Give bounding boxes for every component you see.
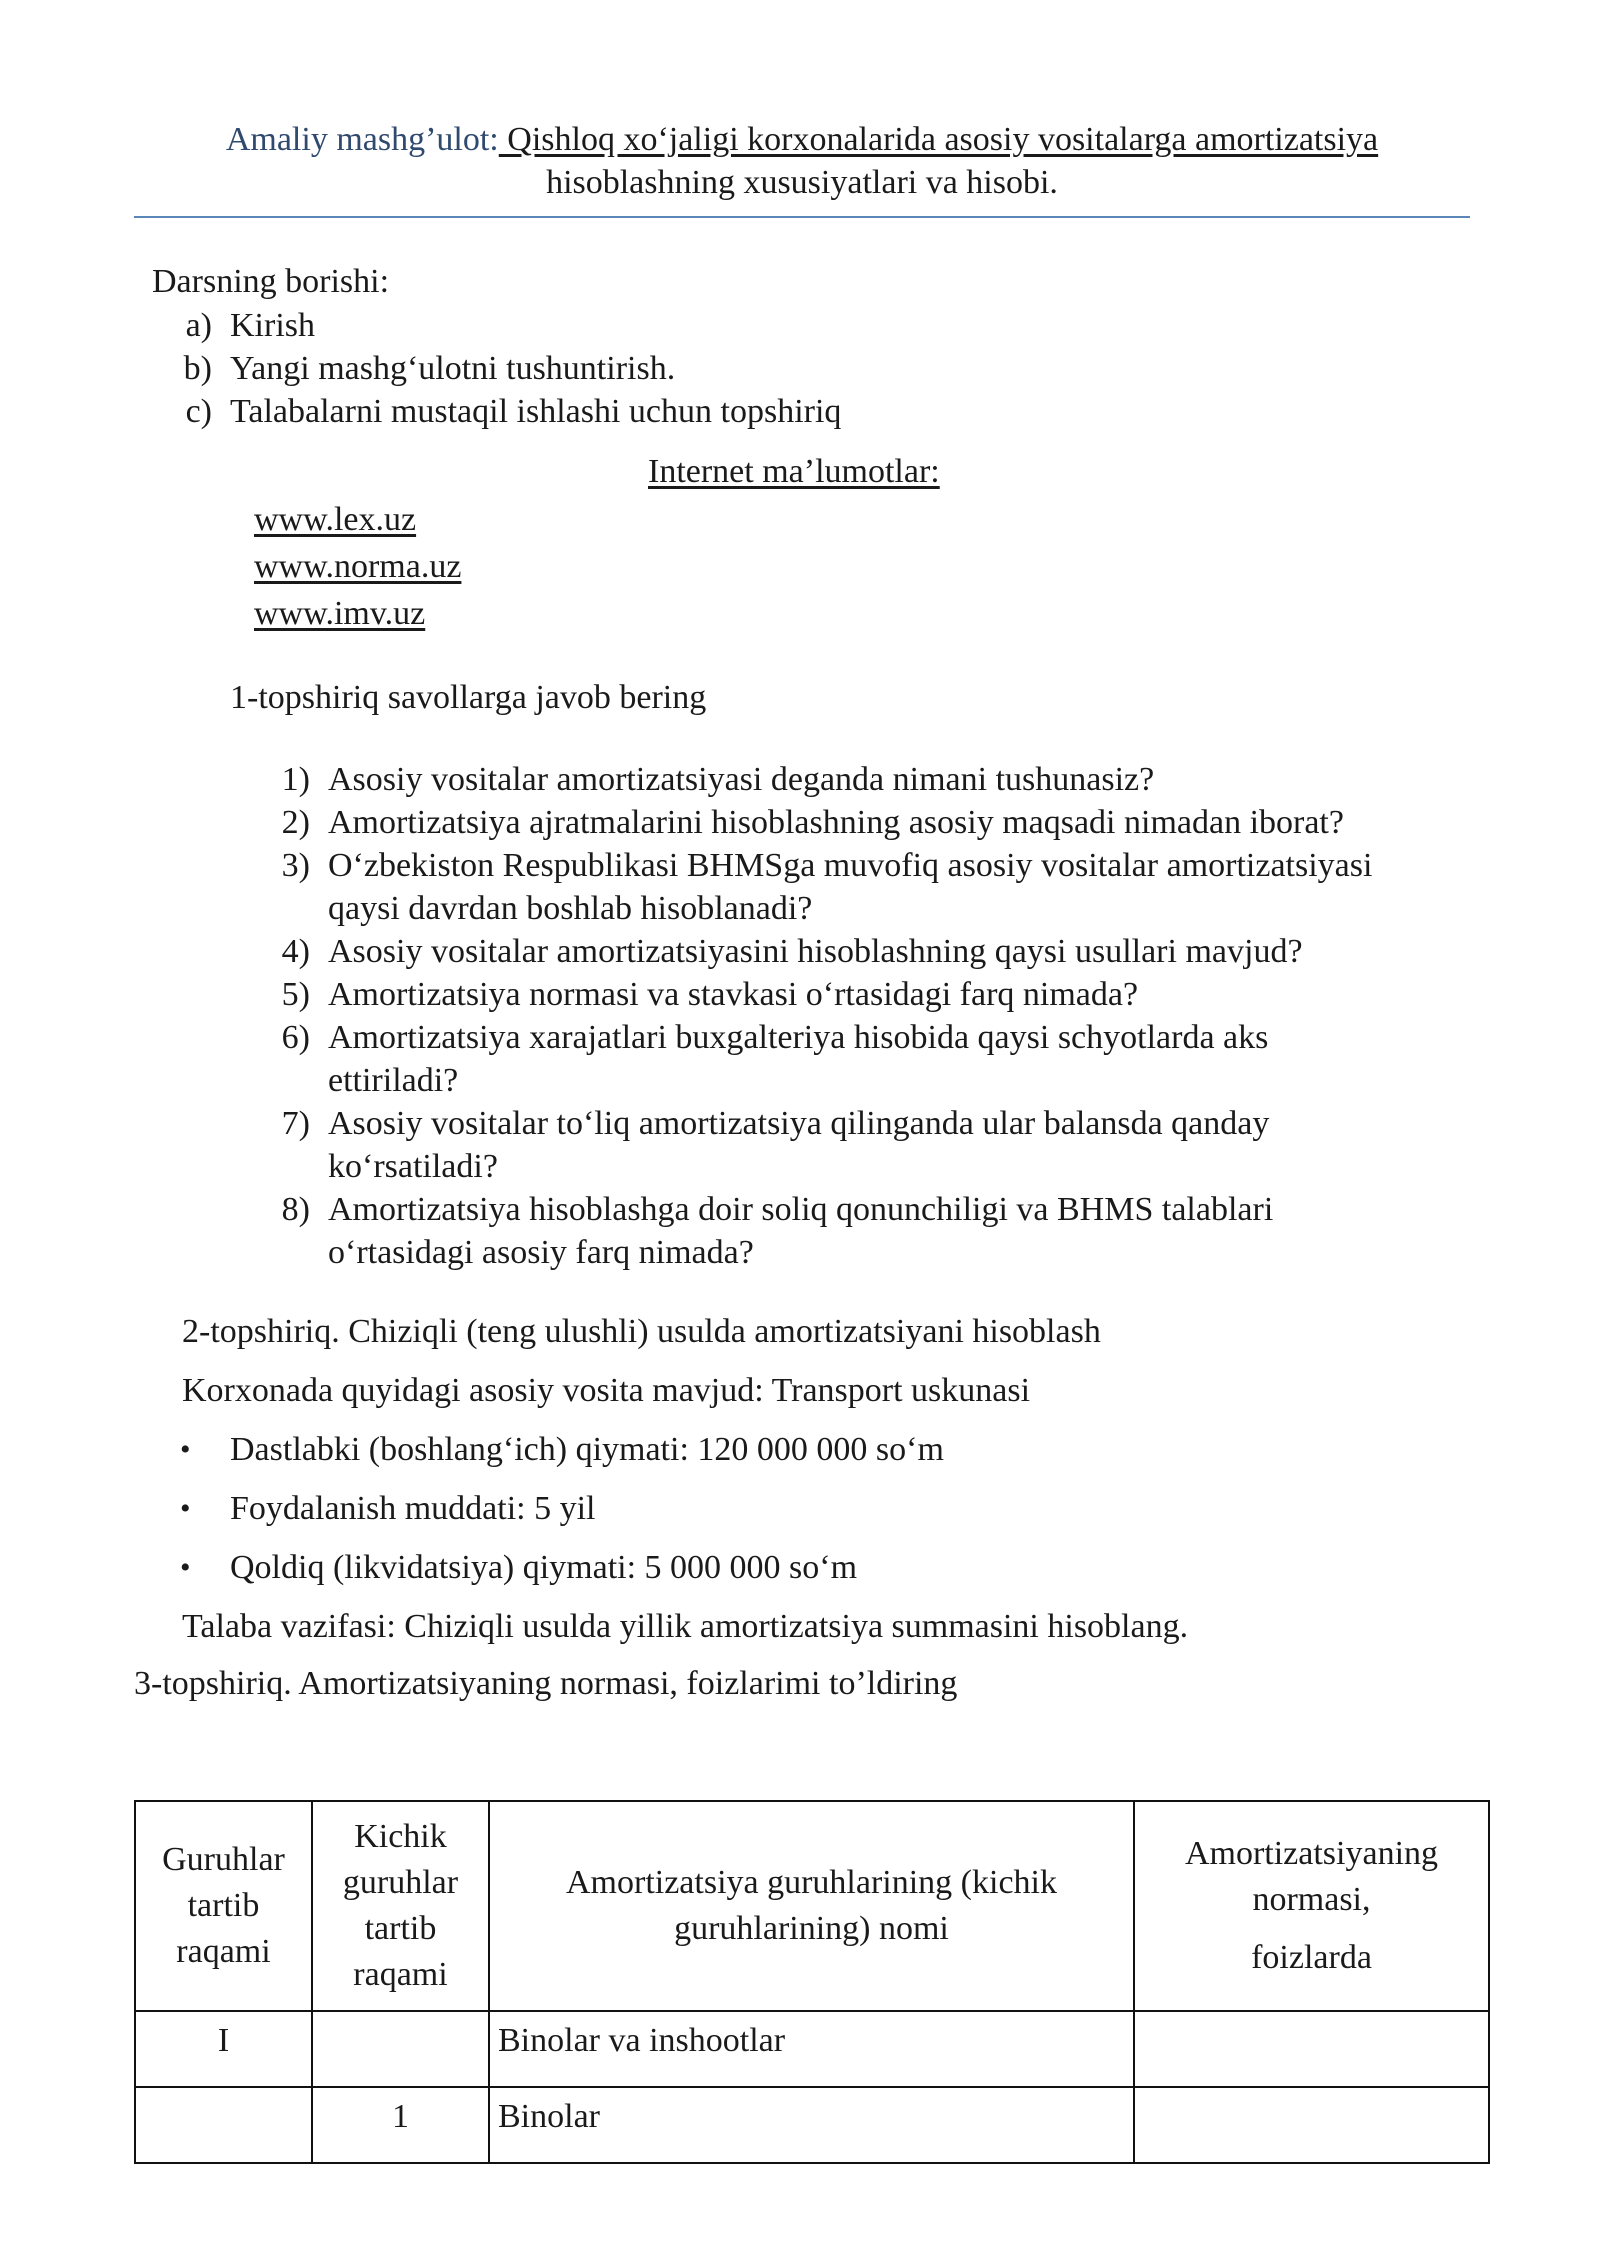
table-header-row: [135, 1801, 1489, 2011]
cell-name: Binolar va inshootlar: [489, 2011, 1134, 2087]
question-text: Asosiy vositalar toʻliq amortizatsiya qilinganda ular balansda qanday: [328, 1105, 1270, 1142]
title-divider: [134, 216, 1470, 218]
bullet-icon: •: [180, 1492, 191, 1525]
amortization-table: [134, 1800, 1490, 2164]
question-text: Amortizatsiya ajratmalarini hisoblashning asosiy maqsadi nimadan iborat?: [328, 804, 1344, 841]
question-text: Amortizatsiya hisoblashga doir soliq qonunchiligi va BHMS talablari: [328, 1191, 1274, 1228]
link-norma[interactable]: www.norma.uz: [254, 548, 462, 585]
question-text-continued: oʻrtasidagi asosiy farq nimada?: [328, 1234, 754, 1271]
page-title: [134, 118, 1470, 204]
link-imv[interactable]: www.imv.uz: [254, 595, 426, 632]
question-text-continued: qaysi davrdan boshlab hisoblanadi?: [328, 890, 813, 927]
cell-rate-input[interactable]: [1134, 2087, 1489, 2163]
question-text: Amortizatsiya normasi va stavkasi oʻrtasidagi farq nimada?: [328, 976, 1139, 1013]
lesson-step-marker: b): [183, 350, 212, 387]
table-row: [135, 2011, 1489, 2087]
question-text-continued: ettiriladi?: [328, 1062, 459, 1099]
lesson-step: Yangi mashgʻulotni tushuntirish.: [230, 350, 676, 387]
lesson-step-marker: a): [185, 307, 212, 344]
cell-group: [135, 2087, 312, 2163]
header-subgroup-number: Kichik guruhlar tartib raqami: [312, 1801, 489, 2011]
title-line-1: Qishloq xoʻjaligi korxonalarida asosiy vositalarga amortizatsiya: [498, 121, 1379, 158]
question-number: 6): [281, 1019, 310, 1056]
question-text: Amortizatsiya xarajatlari buxgalteriya hisobida qaysi schyotlarda aks: [328, 1019, 1269, 1056]
title-line-2: hisoblashning xususiyatlari va hisobi.: [546, 164, 1058, 201]
header-group-name: Amortizatsiya guruhlarining (kichik guruhlarining) nomi: [489, 1801, 1134, 2011]
header-group-number: Guruhlar tartib raqami: [135, 1801, 312, 2011]
task2-bullet: Qoldiq (likvidatsiya) qiymati: 5 000 000 soʻm: [230, 1549, 858, 1586]
task2-bullet: Foydalanish muddati: 5 yil: [230, 1490, 596, 1527]
question-text: Oʻzbekiston Respublikasi BHMSga muvofiq asosiy vositalar amortizatsiyasi: [328, 847, 1373, 884]
question-number: 5): [281, 976, 310, 1013]
task2-assignment: Talaba vazifasi: Chiziqli usulda yillik amortizatsiya summasini hisoblang.: [182, 1608, 1189, 1645]
task1-heading: 1-topshiriq savollarga javob bering: [230, 679, 707, 716]
bullet-icon: •: [180, 1551, 191, 1584]
task2-intro: Korxonada quyidagi asosiy vosita mavjud: Transport uskunasi: [182, 1372, 1031, 1409]
task2-bullet: Dastlabki (boshlangʻich) qiymati: 120 000 000 soʻm: [230, 1431, 944, 1468]
link-lex[interactable]: www.lex.uz: [254, 501, 417, 538]
question-text-continued: koʻrsatiladi?: [328, 1148, 498, 1185]
task2-heading: 2-topshiriq. Chiziqli (teng ulushli) usulda amortizatsiyani hisoblash: [182, 1313, 1101, 1350]
question-text: Asosiy vositalar amortizatsiyasi deganda nimani tushunasiz?: [328, 761, 1155, 798]
cell-subgroup: 1: [312, 2087, 489, 2163]
question-number: 8): [281, 1191, 310, 1228]
cell-rate-input[interactable]: [1134, 2011, 1489, 2087]
question-number: 3): [281, 847, 310, 884]
lesson-step-marker: c): [185, 393, 212, 430]
question-number: 7): [281, 1105, 310, 1142]
question-text: Asosiy vositalar amortizatsiyasini hisoblashning qaysi usullari mavjud?: [328, 933, 1303, 970]
question-number: 1): [281, 761, 310, 798]
task3-heading: 3-topshiriq. Amortizatsiyaning normasi, foizlarimi to’ldiring: [134, 1665, 958, 1702]
header-rate: Amortizatsiyaning normasi, foizlarda: [1134, 1801, 1489, 2011]
cell-subgroup: [312, 2011, 489, 2087]
table-row: [135, 2087, 1489, 2163]
question-number: 2): [281, 804, 310, 841]
lesson-step: Kirish: [230, 307, 315, 344]
title-prefix: Amaliy mashg’ulot:: [225, 121, 499, 158]
cell-name: Binolar: [489, 2087, 1134, 2163]
lesson-heading: Darsning borishi:: [152, 263, 390, 300]
cell-group: I: [135, 2011, 312, 2087]
question-number: 4): [281, 933, 310, 970]
bullet-icon: •: [180, 1433, 191, 1466]
internet-heading: Internet ma’lumotlar:: [648, 453, 940, 490]
lesson-step: Talabalarni mustaqil ishlashi uchun topshiriq: [230, 393, 842, 430]
